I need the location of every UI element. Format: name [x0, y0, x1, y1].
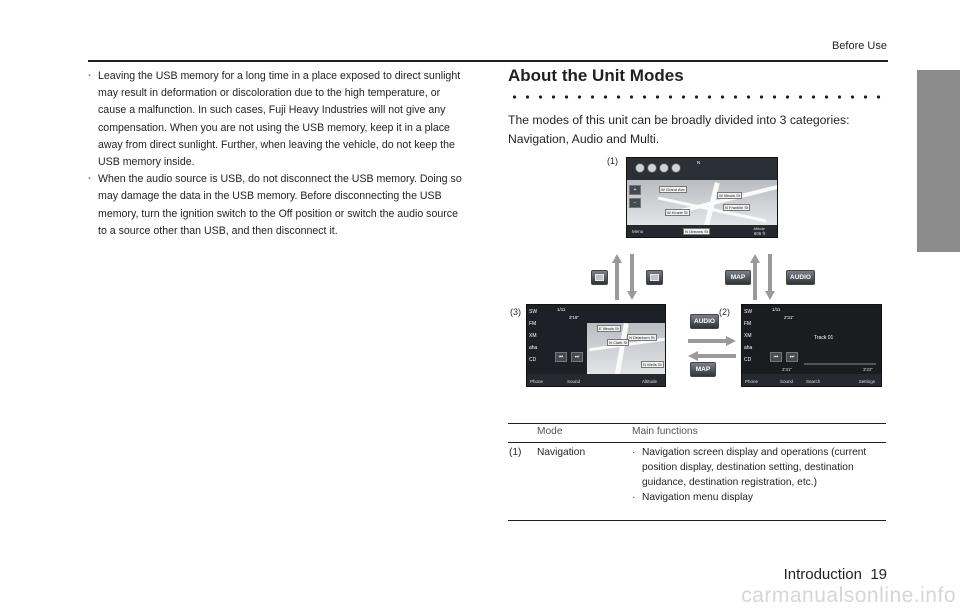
- chapter-name: Introduction: [783, 566, 862, 583]
- row-mode: Navigation: [537, 447, 586, 458]
- page-number: 19: [870, 566, 887, 583]
- audio-button: AUDIO: [786, 270, 815, 285]
- play-time: 2'31": [784, 315, 794, 320]
- page-footer: [784, 566, 887, 583]
- previous-track-icon: ⏮: [770, 352, 782, 362]
- progress-track: [804, 363, 876, 365]
- arrow-left-icon: [688, 351, 736, 361]
- section-intro: The modes of this unit can be broadly divided into 3 categories: Navigation, Audio and Multi.: [508, 113, 850, 146]
- elapsed-time: 2'31": [782, 367, 792, 372]
- navigation-screenshot: [626, 157, 778, 238]
- table-bottom-rule: [508, 520, 886, 521]
- dotted-divider: [508, 94, 888, 100]
- note-item: · When the audio source is USB, do not disconnect the USB memory. Doing so may damage the data in the USB memory. Before disconnecting the USB memory, turn the ignition switch to the Off position or switch the audio source to a source other than USB, and then disconnect it.: [88, 171, 468, 240]
- street-label: N Dearborn St: [629, 335, 655, 340]
- note-item: · Leaving the USB memory for a long time in a place exposed to direct sunlight may result in deformation or discoloration due to the high temperature, or cause a malfunction. In such cases, Fuji Heavy Industries will not give any compensation. When you are not using the USB memory, keep it in a place away from direct sunlight. Further, when leaving the vehicle, do not keep the USB memory inside.: [88, 68, 468, 171]
- search-button: Search: [806, 379, 821, 384]
- table-top-rule: [508, 423, 886, 424]
- callout-audio: (2): [719, 307, 730, 317]
- next-track-icon: ⏭: [571, 352, 583, 362]
- clock-text: 1/11: [557, 307, 566, 312]
- street-label: N Wells St: [643, 362, 662, 367]
- sound-button: Sound: [567, 379, 581, 384]
- clock-text: 1/11: [772, 307, 781, 312]
- section-title: About the Unit Modes: [508, 66, 684, 85]
- source-fm: FM: [529, 321, 537, 327]
- route-icon: [647, 163, 657, 173]
- sound-button: Sound: [780, 379, 794, 384]
- map-button: MAP: [690, 362, 716, 377]
- phone-button: Phone: [745, 379, 759, 384]
- play-time: 3'19": [569, 315, 579, 320]
- running-header: Before Use: [831, 40, 887, 52]
- altitude-label: Altitude: [753, 227, 765, 231]
- zoom-out-button: −: [629, 198, 641, 208]
- altitude-label: Altitude: [641, 379, 657, 384]
- source-aha: aha: [744, 345, 753, 351]
- current-street: N Orleans St: [685, 229, 708, 234]
- street-label: N Franklin St: [725, 205, 749, 210]
- altitude-value: 606 ft: [753, 231, 765, 236]
- usb-notes: [88, 68, 468, 240]
- source-sw: SW: [529, 309, 538, 315]
- route-icon: [635, 163, 645, 173]
- arrow-up-icon: [750, 254, 762, 300]
- source-fm: FM: [744, 321, 752, 327]
- arrow-down-icon: [765, 254, 777, 300]
- split-screen-button: [646, 270, 663, 285]
- function-item: · Navigation menu display: [632, 490, 872, 505]
- settings-button: Settings: [858, 379, 875, 384]
- next-track-icon: ⏭: [786, 352, 798, 362]
- callout-navigation: (1): [607, 156, 618, 166]
- row-number: (1): [509, 447, 522, 458]
- route-icon: [659, 163, 669, 173]
- compass-label: N: [697, 160, 701, 165]
- previous-track-icon: ⏮: [555, 352, 567, 362]
- source-xm: XM: [529, 333, 537, 339]
- map-button: MAP: [725, 270, 751, 285]
- street-label: W Kinzie St: [667, 210, 688, 215]
- zoom-in-button: +: [629, 185, 641, 195]
- source-sw: SW: [744, 309, 753, 315]
- menu-button: Menu: [632, 229, 644, 234]
- source-aha: aha: [529, 345, 538, 351]
- arrow-down-icon: [627, 254, 639, 300]
- source-cd: CD: [529, 357, 537, 363]
- total-time: 3'22": [863, 367, 873, 372]
- arrow-right-icon: [688, 336, 736, 346]
- track-title: Track 01: [814, 335, 834, 341]
- street-label: W Grand Ave: [661, 187, 685, 192]
- multi-screenshot: [526, 304, 666, 387]
- street-label: N Clark St: [609, 340, 628, 345]
- source-cd: CD: [744, 357, 752, 363]
- callout-multi: (3): [510, 307, 521, 317]
- table-header-rule: [508, 442, 886, 443]
- street-label: W Illinois St: [719, 193, 740, 198]
- column-header-functions: Main functions: [632, 426, 698, 437]
- screen-toggle-button: [591, 270, 608, 285]
- column-header-mode: Mode: [537, 426, 563, 437]
- row-functions: [632, 445, 872, 505]
- audio-screenshot: [741, 304, 882, 387]
- phone-button: Phone: [530, 379, 544, 384]
- function-item: · Navigation screen display and operations (current position display, destination setting, destination guidance, destination registration, etc.): [632, 445, 872, 490]
- source-xm: XM: [744, 333, 752, 339]
- route-icon: [671, 163, 681, 173]
- watermark: carmanualsonline.info: [741, 584, 956, 607]
- audio-button: AUDIO: [690, 314, 719, 329]
- header-rule: [88, 60, 888, 62]
- street-label: E Illinois St: [599, 326, 619, 331]
- chapter-tab: [917, 70, 960, 252]
